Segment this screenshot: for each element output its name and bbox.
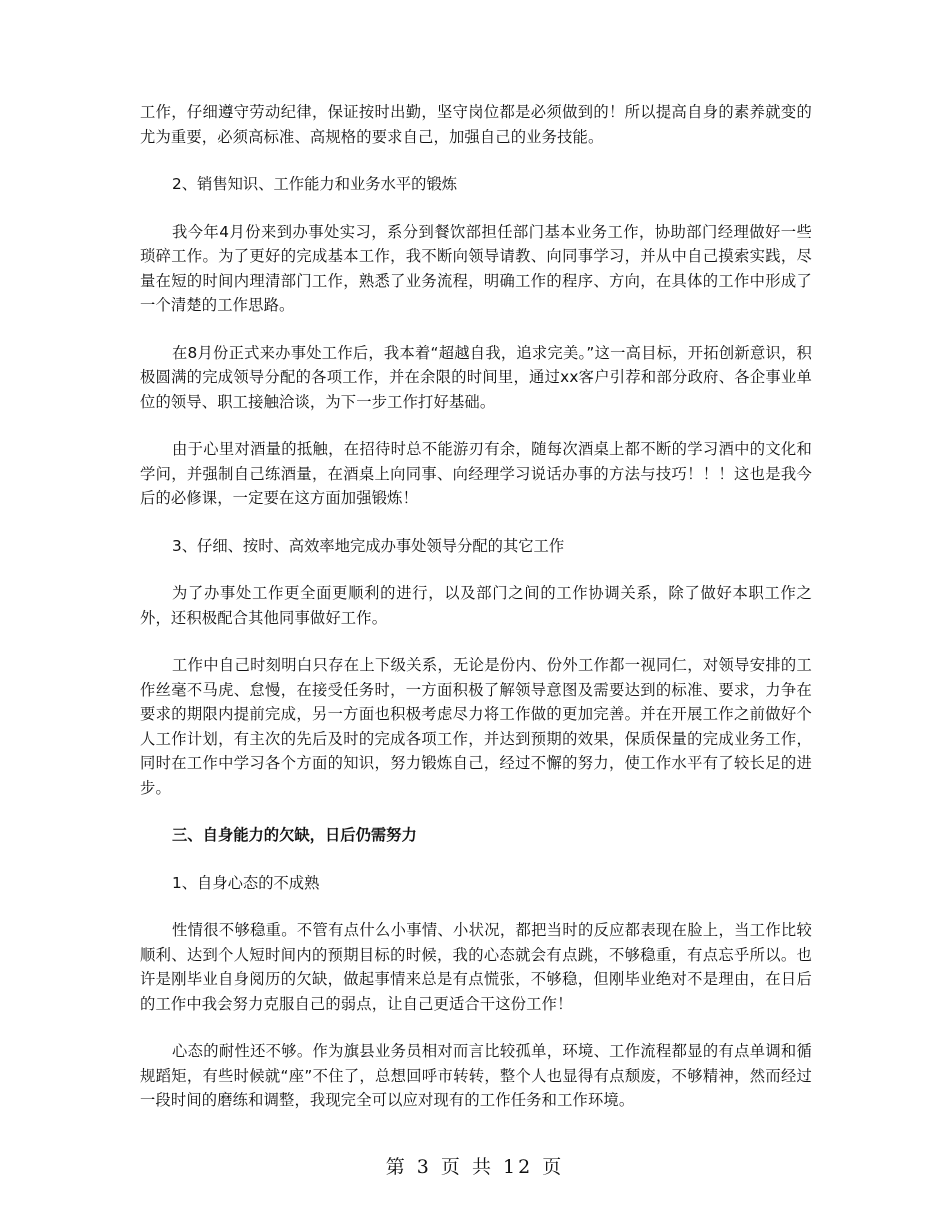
body-paragraph: 由于心里对酒量的抵触，在招待时总不能游刃有余，随每次酒桌上都不断的学习酒中的文化和学问，并强制自己练酒量，在酒桌上向同事、向经理学习说话办事的方法与技巧！！！这也是我今后的必修课，一定要在这方面加强锻炼！ [140,440,812,507]
body-paragraph: 在8月份正式来办事处工作后，我本着“超越自我，追求完美。”这一高目标，开拓创新意识，积极圆满的完成领导分配的各项工作，并在余限的时间里，通过xx客户引荐和部分政府、各企事业单位的领导、职工接触洽谈，为下一步工作打好基础。 [140,343,812,411]
subsection-heading: 2、销售知识、工作能力和业务水平的锻炼 [172,175,458,193]
body-paragraph: 工作，仔细遵守劳动纪律，保证按时出勤，坚守岗位都是必须做到的！所以提高自身的素养就变的尤为重要，必须高标准、高规格的要求自己，加强自己的业务技能。 [140,103,812,146]
section-heading: 三、自身能力的欠缺，日后仍需努力 [172,826,417,844]
subsection-heading: 3、仔细、按时、高效率地完成办事处领导分配的其它工作 [172,536,565,555]
body-paragraph: 工作中自己时刻明白只存在上下级关系，无论是份内、份外工作都一视同仁，对领导安排的工作丝毫不马虎、怠慢，在接受任务时，一方面积极了解领导意图及需要达到的标准、要求，力争在要求的期限内提前完成，另一方面也积极考虑尽力将工作做的更加完善。并在开展工作之前做好个人工作计划，有主次的先后及时的完成各项工作，并达到预期的效果，保质保量的完成业务工作，同时在工作中学习各个方面的知识，努力锻炼自己，经过不懈的努力，使工作水平有了较长足的进步。 [140,656,812,797]
subsection-heading: 1、自身心态的不成熟 [172,873,320,892]
body-paragraph: 心态的耐性还不够。作为旗县业务员相对而言比较孤单，环境、工作流程都显的有点单调和循规蹈矩，有些时候就“座”不住了，总想回呼市转转，整个人也显得有点颓废，不够精神，然而经过一段时间的磨练和调整，我现完全可以应对现有的工作任务和工作环境。 [140,1042,812,1109]
page-number-footer: 第 3 页 共 12 页 [385,1156,565,1178]
body-paragraph: 我今年4月份来到办事处实习，系分到餐饮部担任部门基本业务工作，协助部门经理做好一些琐碎工作。为了更好的完成基本工作，我不断向领导请教、向同事学习，并从中自己摸索实践，尽量在短的时间内理清部门工作，熟悉了业务流程，明确工作的程序、方向，在具体的工作中形成了一个清楚的工作思路。 [140,222,812,314]
body-paragraph: 为了办事处工作更全面更顺利的进行，以及部门之间的工作协调关系，除了做好本职工作之外，还积极配合其他同事做好工作。 [140,584,812,627]
document-body [140,100,812,1136]
body-paragraph: 性情很不够稳重。不管有点什么小事情、小状况，都把当时的反应都表现在脸上，当工作比较顺利、达到个人短时间内的预期目标的时候，我的心态就会有点跳，不够稳重，有点忘乎所以。也许是刚毕业自身阅历的欠缺，做起事情来总是有点慌张，不够稳，但刚毕业绝对不是理由，在日后的工作中我会努力克服自己的弱点，让自己更适合干这份工作！ [140,921,812,1013]
